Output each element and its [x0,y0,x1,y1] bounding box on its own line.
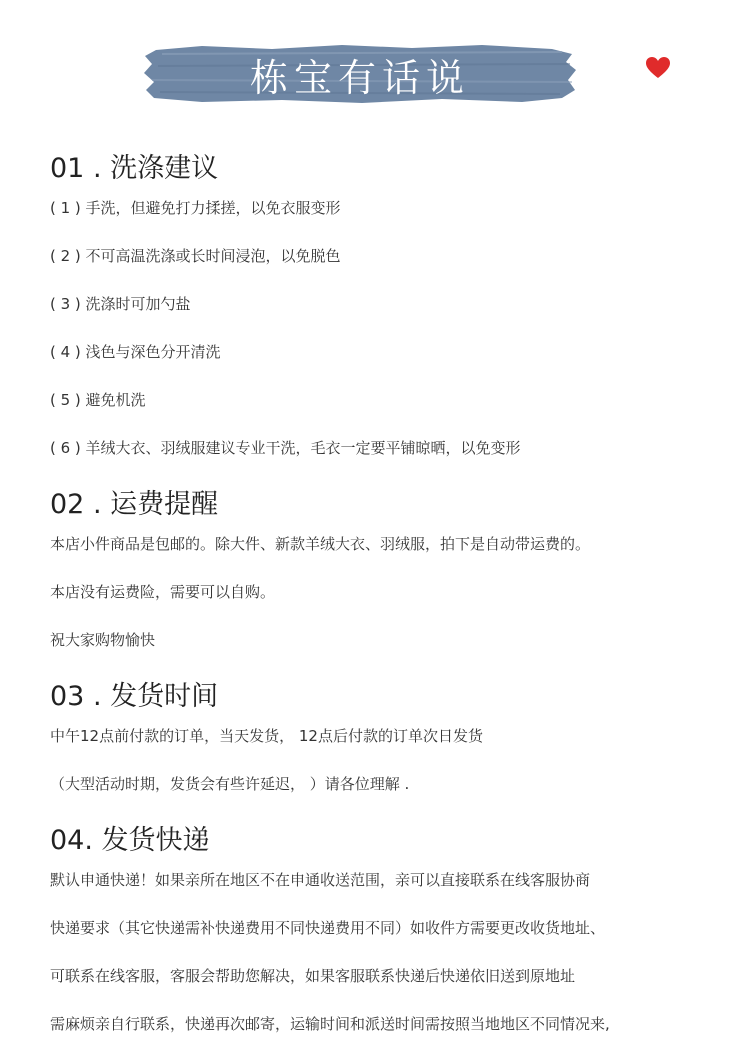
washing-tip: ( 1 ) 手洗，但避免打力揉搓，以免衣服变形 [50,199,341,217]
section-heading-courier: 04. 发货快递 [50,825,210,856]
courier-note: 快递要求（其它快递需补快递费用不同快递费用不同）如收件方需要更改收货地址、 [50,919,606,937]
delivery-time-note: 中午12点前付款的订单，当天发货， 12点后付款的订单次日发货 [50,727,483,745]
washing-tip: ( 4 ) 浅色与深色分开清洗 [50,343,221,361]
washing-tip: ( 2 ) 不可高温洗涤或长时间浸泡，以免脱色 [50,247,341,265]
banner-title: 栋宝有话说 [249,55,470,100]
delivery-time-note: （大型活动时期，发货会有些许延迟， ）请各位理解 . [50,775,410,793]
washing-tip: ( 6 ) 羊绒大衣、羽绒服建议专业干洗，毛衣一定要平铺晾晒，以免变形 [50,439,521,457]
heart-icon [645,56,671,80]
section-heading-shipping-fee: 02 . 运费提醒 [50,489,219,520]
section-heading-washing: 01 . 洗涤建议 [50,153,219,184]
courier-note: 默认申通快递！如果亲所在地区不在申通收送范围，亲可以直接联系在线客服协商 [50,871,591,889]
courier-note: 可联系在线客服，客服会帮助您解决，如果客服联系快递后快递依旧送到原地址 [50,967,576,985]
section-heading-delivery-time: 03 . 发货时间 [50,681,219,712]
washing-tip: ( 5 ) 避免机洗 [50,391,146,409]
header-banner [142,40,578,108]
washing-tip: ( 3 ) 洗涤时可加勺盐 [50,295,191,313]
shipping-fee-note: 本店小件商品是包邮的。除大件、新款羊绒大衣、羽绒服，拍下是自动带运费的。 [50,535,591,553]
shipping-fee-note: 本店没有运费险，需要可以自购。 [50,583,276,601]
courier-note: 需麻烦亲自行联系，快递再次邮寄，运输时间和派送时间需按照当地地区不同情况来, [50,1015,610,1033]
shipping-fee-note: 祝大家购物愉快 [50,631,156,649]
